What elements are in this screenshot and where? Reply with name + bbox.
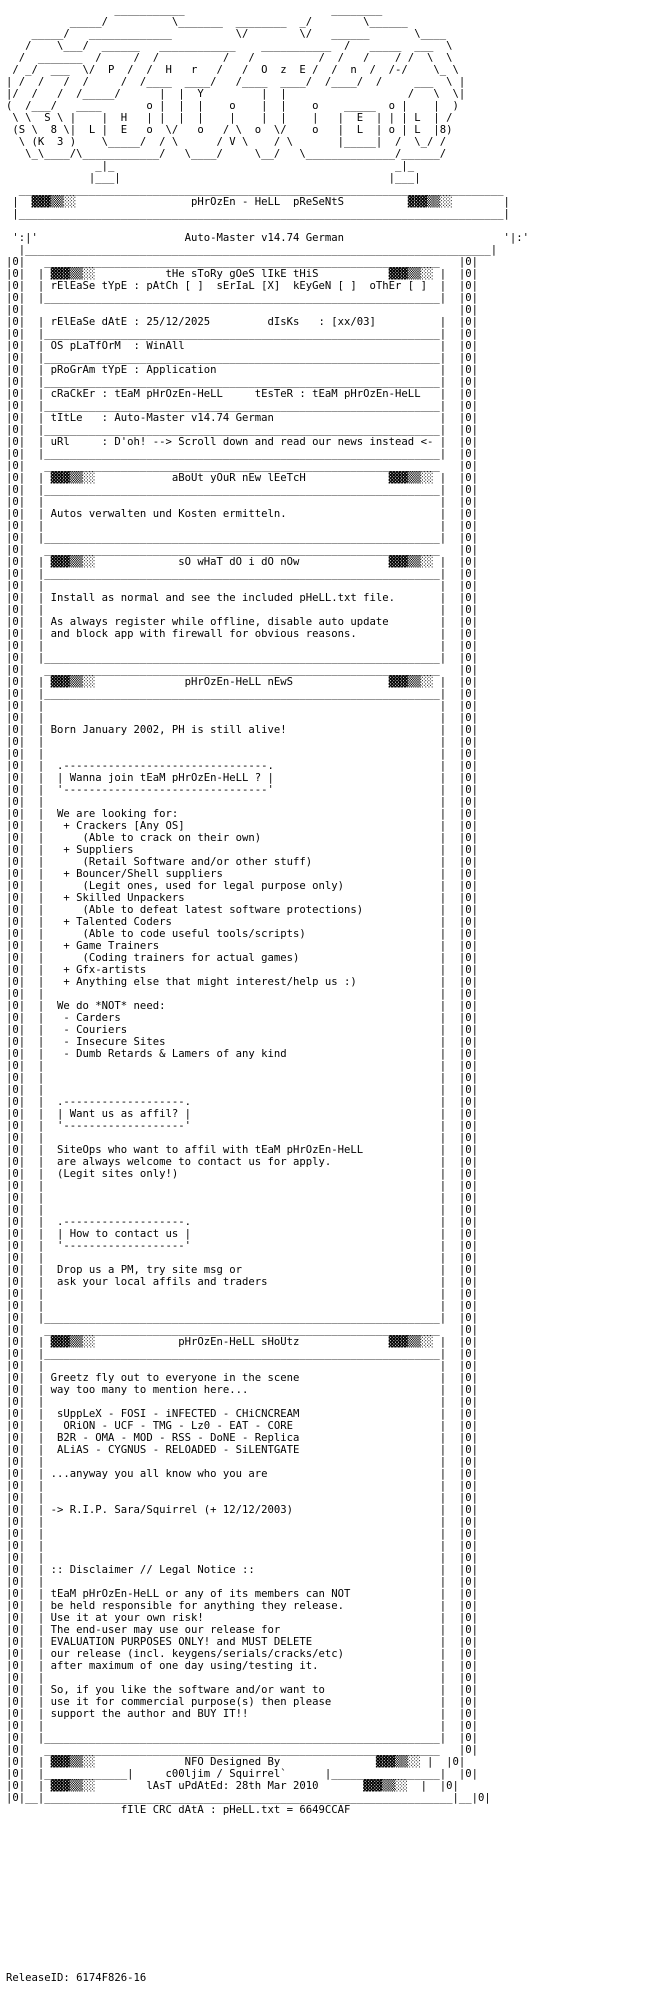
banner-art-line: _____/ \_______ ________ _/ \______ bbox=[69, 16, 408, 28]
last-updated: |0| | ▓▓▓▒▒░░ lAsT uPdAtEd: 28th Mar 2010 ▓▓▓▒▒░░ | |0| bbox=[6, 1780, 459, 1792]
banner-art-line: |/ / / /_____/ | | Y | | / \ \| bbox=[6, 88, 466, 100]
rule: |_________________________________________________________________________| bbox=[18, 244, 498, 256]
disclaimer-line: |0| | our release (incl. keygens/serials/cracks/etc) | |0| bbox=[6, 1648, 478, 1660]
spacer: |0| | | |0| bbox=[6, 640, 478, 652]
todo-line: |0| | As always register while offline, disable auto update | |0| bbox=[6, 616, 478, 628]
rule: |0| |______________________________________________________________| |0| bbox=[6, 424, 478, 436]
nfo-document bbox=[6, 4, 529, 1816]
rule: |0| ______________________________________________________________ |0| bbox=[6, 1744, 478, 1756]
presents-line: | ▓▓▓▒▒░░ pHrOzEn - HeLL pReSeNtS ▓▓▓▒▒░░ | bbox=[12, 196, 510, 208]
not-need-line: |0| | - Dumb Retards & Lamers of any kind | |0| bbox=[6, 1048, 478, 1060]
banner-art-line: \ \ S \ | | H | | | | | | | | | E | | | L | / bbox=[12, 112, 453, 124]
os-platform: |0| | OS pLaTfOrM : WinAll | |0| bbox=[6, 340, 478, 352]
story-header: |0| | ▓▓▓▒▒░░ tHe sToRy gOeS lIkE tHiS ▓▓▓▒▒░░ | |0| bbox=[6, 268, 478, 280]
spacer: |0| | | |0| bbox=[6, 700, 478, 712]
looking-for-line: |0| | (Able to crack on their own) | |0| bbox=[6, 832, 478, 844]
not-need-line: |0| | - Couriers | |0| bbox=[6, 1024, 478, 1036]
banner-art-line: ( /___/ ____ o | | | o | | o _____ o | | ) bbox=[6, 100, 459, 112]
banner-art-line: / _______ / / / / / / / / / / \ \ bbox=[18, 52, 453, 64]
looking-for-line: |0| | + Anything else that might interest/help us :) | |0| bbox=[6, 976, 478, 988]
looking-for-line: |0| | (Retail Software and/or other stuff) | |0| bbox=[6, 856, 478, 868]
banner-art-line: |___| |___| bbox=[88, 172, 421, 184]
spacer: |0| | | |0| bbox=[6, 1492, 478, 1504]
spacer: |0| | | |0| bbox=[6, 1360, 478, 1372]
join-box: |0| | | Wanna join tEaM pHrOzEn-HeLL ? | | |0| bbox=[6, 772, 478, 784]
spacer: |0| | | |0| bbox=[6, 1540, 478, 1552]
disclaimer-line: |0| | be held responsible for anything they release. | |0| bbox=[6, 1600, 478, 1612]
release-date-disks: |0| | rElEaSe dAtE : 25/12/2025 dIsKs : [xx/03] | |0| bbox=[6, 316, 478, 328]
spacer: |0| | | |0| bbox=[6, 1672, 478, 1684]
todo-header: |0| | ▓▓▓▒▒░░ sO wHaT dO i dO nOw ▓▓▓▒▒░░ | |0| bbox=[6, 556, 478, 568]
spacer: |0| | | |0| bbox=[6, 1396, 478, 1408]
rule: |0| |______________________________________________________________| |0| bbox=[6, 1348, 478, 1360]
rule: |0| ______________________________________________________________ |0| bbox=[6, 460, 478, 472]
affil-line: |0| | SiteOps who want to affil with tEaM pHrOzEn-HeLL | |0| bbox=[6, 1144, 478, 1156]
spacer: |0| | | |0| bbox=[6, 1192, 478, 1204]
looking-for-line: |0| | + Game Trainers | |0| bbox=[6, 940, 478, 952]
rule: |0| |______________________________________________________________| |0| bbox=[6, 352, 478, 364]
banner-art-line: | / / / / / /____ ____/ /____ ____/ /____/ / ___ \ | bbox=[6, 76, 466, 88]
looking-for-line: |0| | + Bouncer/Shell suppliers | |0| bbox=[6, 868, 478, 880]
disclaimer-line: |0| | tEaM pHrOzEn-HeLL or any of its members can NOT | |0| bbox=[6, 1588, 478, 1600]
rule: |0| |______________________________________________________________| |0| bbox=[6, 448, 478, 460]
spacer: |0| | | |0| bbox=[6, 796, 478, 808]
rule: |0| | '-------------------' | |0| bbox=[6, 1120, 478, 1132]
support-line: |0| | So, if you like the software and/or want to | |0| bbox=[6, 1684, 478, 1696]
rule: |0| ______________________________________________________________ |0| bbox=[6, 664, 478, 676]
groups-line: |0| | sUppLeX - FOSI - iNFECTED - CHiCNCREAM | |0| bbox=[6, 1408, 478, 1420]
spacer: |0| | | |0| bbox=[6, 1480, 478, 1492]
spacer: |0| | | |0| bbox=[6, 712, 478, 724]
groups-line: |0| | B2R - OMA - MOD - RSS - DoNE - Replica | |0| bbox=[6, 1432, 478, 1444]
spacer: |0| | | |0| bbox=[6, 1720, 478, 1732]
looking-for-line: |0| | + Suppliers | |0| bbox=[6, 844, 478, 856]
disclaimer-line: |0| | EVALUATION PURPOSES ONLY! and MUST DELETE | |0| bbox=[6, 1636, 478, 1648]
rule: |0| |______________________________________________________________| |0| bbox=[6, 292, 478, 304]
spacer: |0| | | |0| bbox=[6, 1132, 478, 1144]
spacer: |0| | | |0| bbox=[6, 580, 478, 592]
spacer: |0| | | |0| bbox=[6, 1072, 478, 1084]
spacer: |0| | | |0| bbox=[6, 1528, 478, 1540]
spacer: |0| |0| bbox=[6, 304, 478, 316]
banner-art-line: _|_ _|_ bbox=[95, 160, 415, 172]
disclaimer-line: |0| | after maximum of one day using/testing it. | |0| bbox=[6, 1660, 478, 1672]
program-type: |0| | pRoGrAm tYpE : Application | |0| bbox=[6, 364, 478, 376]
rule: |____________________________________________________________________________| bbox=[12, 208, 510, 220]
spacer: |0| | | |0| bbox=[6, 988, 478, 1000]
todo-line: |0| | and block app with firewall for obvious reasons. | |0| bbox=[6, 628, 478, 640]
banner-art-line: / _/ ___ \/ P / / H r / / O z E / / n / /-/ \_ \ bbox=[12, 64, 459, 76]
disclaimer-title: |0| | :: Disclaimer // Legal Notice :: | |0| bbox=[6, 1564, 478, 1576]
disclaimer-line: |0| | Use it at your own risk! | |0| bbox=[6, 1612, 478, 1624]
banner-art-line: (S \ 8 \| L | E o \/ o / \ o \/ o | L | o | L |8) bbox=[12, 124, 453, 136]
spacer: |0| | | |0| bbox=[6, 496, 478, 508]
contact-line: |0| | ask your local affils and traders | |0| bbox=[6, 1276, 478, 1288]
looking-for-line: |0| | (Able to code useful tools/scripts) | |0| bbox=[6, 928, 478, 940]
banner-art-line: ___________ ________ bbox=[114, 4, 383, 16]
rule: |0| | .-------------------. | |0| bbox=[6, 1096, 478, 1108]
spacer: |0| | | |0| bbox=[6, 520, 478, 532]
rule: |0| |______________________________________________________________| |0| bbox=[6, 400, 478, 412]
news-born: |0| | Born January 2002, PH is still alive! | |0| bbox=[6, 724, 478, 736]
affil-line: |0| | are always welcome to contact us for apply. | |0| bbox=[6, 1156, 478, 1168]
affil-box: |0| | | Want us as affil? | | |0| bbox=[6, 1108, 478, 1120]
greetz-line: |0| | way too many to mention here... | |0| bbox=[6, 1384, 478, 1396]
rule: |0| |______________________________________________________________| |0| bbox=[6, 484, 478, 496]
shoutz-header: |0| | ▓▓▓▒▒░░ pHrOzEn-HeLL sHoUtz ▓▓▓▒▒░░ | |0| bbox=[6, 1336, 478, 1348]
anyway-line: |0| | ...anyway you all know who you are | |0| bbox=[6, 1468, 478, 1480]
rule: |0| |______________________________________________________________| |0| bbox=[6, 652, 478, 664]
affil-line: |0| | (Legit sites only!) | |0| bbox=[6, 1168, 478, 1180]
spacer: |0| | | |0| bbox=[6, 748, 478, 760]
crc-line: fIlE CRC dAtA : pHeLL.txt = 6649CCAF bbox=[120, 1804, 351, 1816]
banner-art-line: / \___/ ______ ____________ ___________ / _____ ___ \ bbox=[25, 40, 453, 52]
rule: |0| |______________________________________________________________| |0| bbox=[6, 1312, 478, 1324]
todo-line: |0| | Install as normal and see the included pHeLL.txt file. | |0| bbox=[6, 592, 478, 604]
contact-line: |0| | Drop us a PM, try site msg or | |0| bbox=[6, 1264, 478, 1276]
rule: |0| ______________________________________________________________ |0| bbox=[6, 1324, 478, 1336]
app-title: ':|' Auto-Master v14.74 German '|:' bbox=[12, 232, 529, 244]
greetz-line: |0| | Greetz fly out to everyone in the scene | |0| bbox=[6, 1372, 478, 1384]
rule: |0| ______________________________________________________________ |0| bbox=[6, 544, 478, 556]
looking-for-line: |0| | We are looking for: | |0| bbox=[6, 808, 478, 820]
looking-for-line: |0| | + Gfx-artists | |0| bbox=[6, 964, 478, 976]
support-line: |0| | use it for commercial purpose(s) then please | |0| bbox=[6, 1696, 478, 1708]
rule: |0| | '--------------------------------' | |0| bbox=[6, 784, 478, 796]
rule: |0| ______________________________________________________________ |0| bbox=[6, 256, 478, 268]
spacer: |0| | | |0| bbox=[6, 1576, 478, 1588]
cracker-tester: |0| | cRaCkEr : tEaM pHrOzEn-HeLL tEsTeR : tEaM pHrOzEn-HeLL | |0| bbox=[6, 388, 478, 400]
looking-for-line: |0| | (Able to defeat latest software protections) | |0| bbox=[6, 904, 478, 916]
about-header: |0| | ▓▓▓▒▒░░ aBoUt yOuR nEw lEeTcH ▓▓▓▒▒░░ | |0| bbox=[6, 472, 478, 484]
title-line: |0| | tItLe : Auto-Master v14.74 German | |0| bbox=[6, 412, 478, 424]
looking-for-line: |0| | + Talented Coders | |0| bbox=[6, 916, 478, 928]
rule: |0| |______________________________________________________________| |0| bbox=[6, 1732, 478, 1744]
rule: |0| | '-------------------' | |0| bbox=[6, 1240, 478, 1252]
rule: ____________________________________________________________________________ bbox=[18, 184, 504, 196]
spacer: |0| | | |0| bbox=[6, 1516, 478, 1528]
banner-art-line: \_\____/\____________/ \____/ \__/ \______________/______/ bbox=[25, 148, 447, 160]
not-need-line: |0| | We do *NOT* need: | |0| bbox=[6, 1000, 478, 1012]
spacer: |0| | | |0| bbox=[6, 1084, 478, 1096]
url-line: |0| | uRl : D'oh! --> Scroll down and read our news instead <- | |0| bbox=[6, 436, 478, 448]
spacer: |0| | | |0| bbox=[6, 1456, 478, 1468]
rule: |0| |______________________________________________________________| |0| bbox=[6, 688, 478, 700]
contact-box: |0| | | How to contact us | | |0| bbox=[6, 1228, 478, 1240]
designed-by: |0| | ▓▓▓▒▒░░ NFO Designed By ▓▓▓▒▒░░ | |0| bbox=[6, 1756, 466, 1768]
rule: |0| |______________________________________________________________| |0| bbox=[6, 376, 478, 388]
banner-art-line: \ (K 3 ) \_____/ / \ / V \ / \ |_____| / \_/ / bbox=[18, 136, 447, 148]
rule: |0| |______________________________________________________________| |0| bbox=[6, 532, 478, 544]
looking-for-line: |0| | (Legit ones, used for legal purpose only) | |0| bbox=[6, 880, 478, 892]
spacer: |0| | | |0| bbox=[6, 1204, 478, 1216]
rule: |0| |______________________________________________________________| |0| bbox=[6, 568, 478, 580]
spacer: |0| | | |0| bbox=[6, 1060, 478, 1072]
release-type-line: |0| | rElEaSe tYpE : pAtCh [ ] sErIaL [X] kEyGeN [ ] oThEr [ ] | |0| bbox=[6, 280, 478, 292]
looking-for-line: |0| | + Skilled Unpackers | |0| bbox=[6, 892, 478, 904]
about-text: |0| | Autos verwalten und Kosten ermitteln. | |0| bbox=[6, 508, 478, 520]
spacer: |0| | | |0| bbox=[6, 604, 478, 616]
spacer: |0| | | |0| bbox=[6, 1252, 478, 1264]
looking-for-line: |0| | (Coding trainers for actual games) | |0| bbox=[6, 952, 478, 964]
disclaimer-line: |0| | The end-user may use our release for | |0| bbox=[6, 1624, 478, 1636]
rule: |0| |______________________________________________________________| |0| bbox=[6, 328, 478, 340]
rule: |0| | .--------------------------------. | |0| bbox=[6, 760, 478, 772]
spacer: |0| | | |0| bbox=[6, 1180, 478, 1192]
not-need-line: |0| | - Insecure Sites | |0| bbox=[6, 1036, 478, 1048]
support-line: |0| | support the author and BUY IT!! | |0| bbox=[6, 1708, 478, 1720]
rule: |0|__|________________________________________________________________|__|0| bbox=[6, 1792, 491, 1804]
banner-art-line: _____/ _____________ \/ \/ ______ \____ bbox=[31, 28, 447, 40]
rip-line: |0| | -> R.I.P. Sara/Squirrel (+ 12/12/2003) | |0| bbox=[6, 1504, 478, 1516]
not-need-line: |0| | - Carders | |0| bbox=[6, 1012, 478, 1024]
rule: |0| | .-------------------. | |0| bbox=[6, 1216, 478, 1228]
groups-line: |0| | ORiON - UCF - TMG - Lz0 - EAT - CORE | |0| bbox=[6, 1420, 478, 1432]
news-header: |0| | ▓▓▓▒▒░░ pHrOzEn-HeLL nEwS ▓▓▓▒▒░░ | |0| bbox=[6, 676, 478, 688]
spacer: |0| | | |0| bbox=[6, 736, 478, 748]
spacer: |0| | | |0| bbox=[6, 1300, 478, 1312]
release-id: ReleaseID: 6174F826-16 bbox=[6, 1972, 147, 1984]
groups-line: |0| | ALiAS - CYGNUS - RELOADED - SiLENTGATE | |0| bbox=[6, 1444, 478, 1456]
designer: |0| |_____________| c00ljim / Squirrel` |_________________| |0| bbox=[6, 1768, 478, 1780]
looking-for-line: |0| | + Crackers [Any OS] | |0| bbox=[6, 820, 478, 832]
spacer: |0| | | |0| bbox=[6, 1552, 478, 1564]
spacer: |0| | | |0| bbox=[6, 1288, 478, 1300]
